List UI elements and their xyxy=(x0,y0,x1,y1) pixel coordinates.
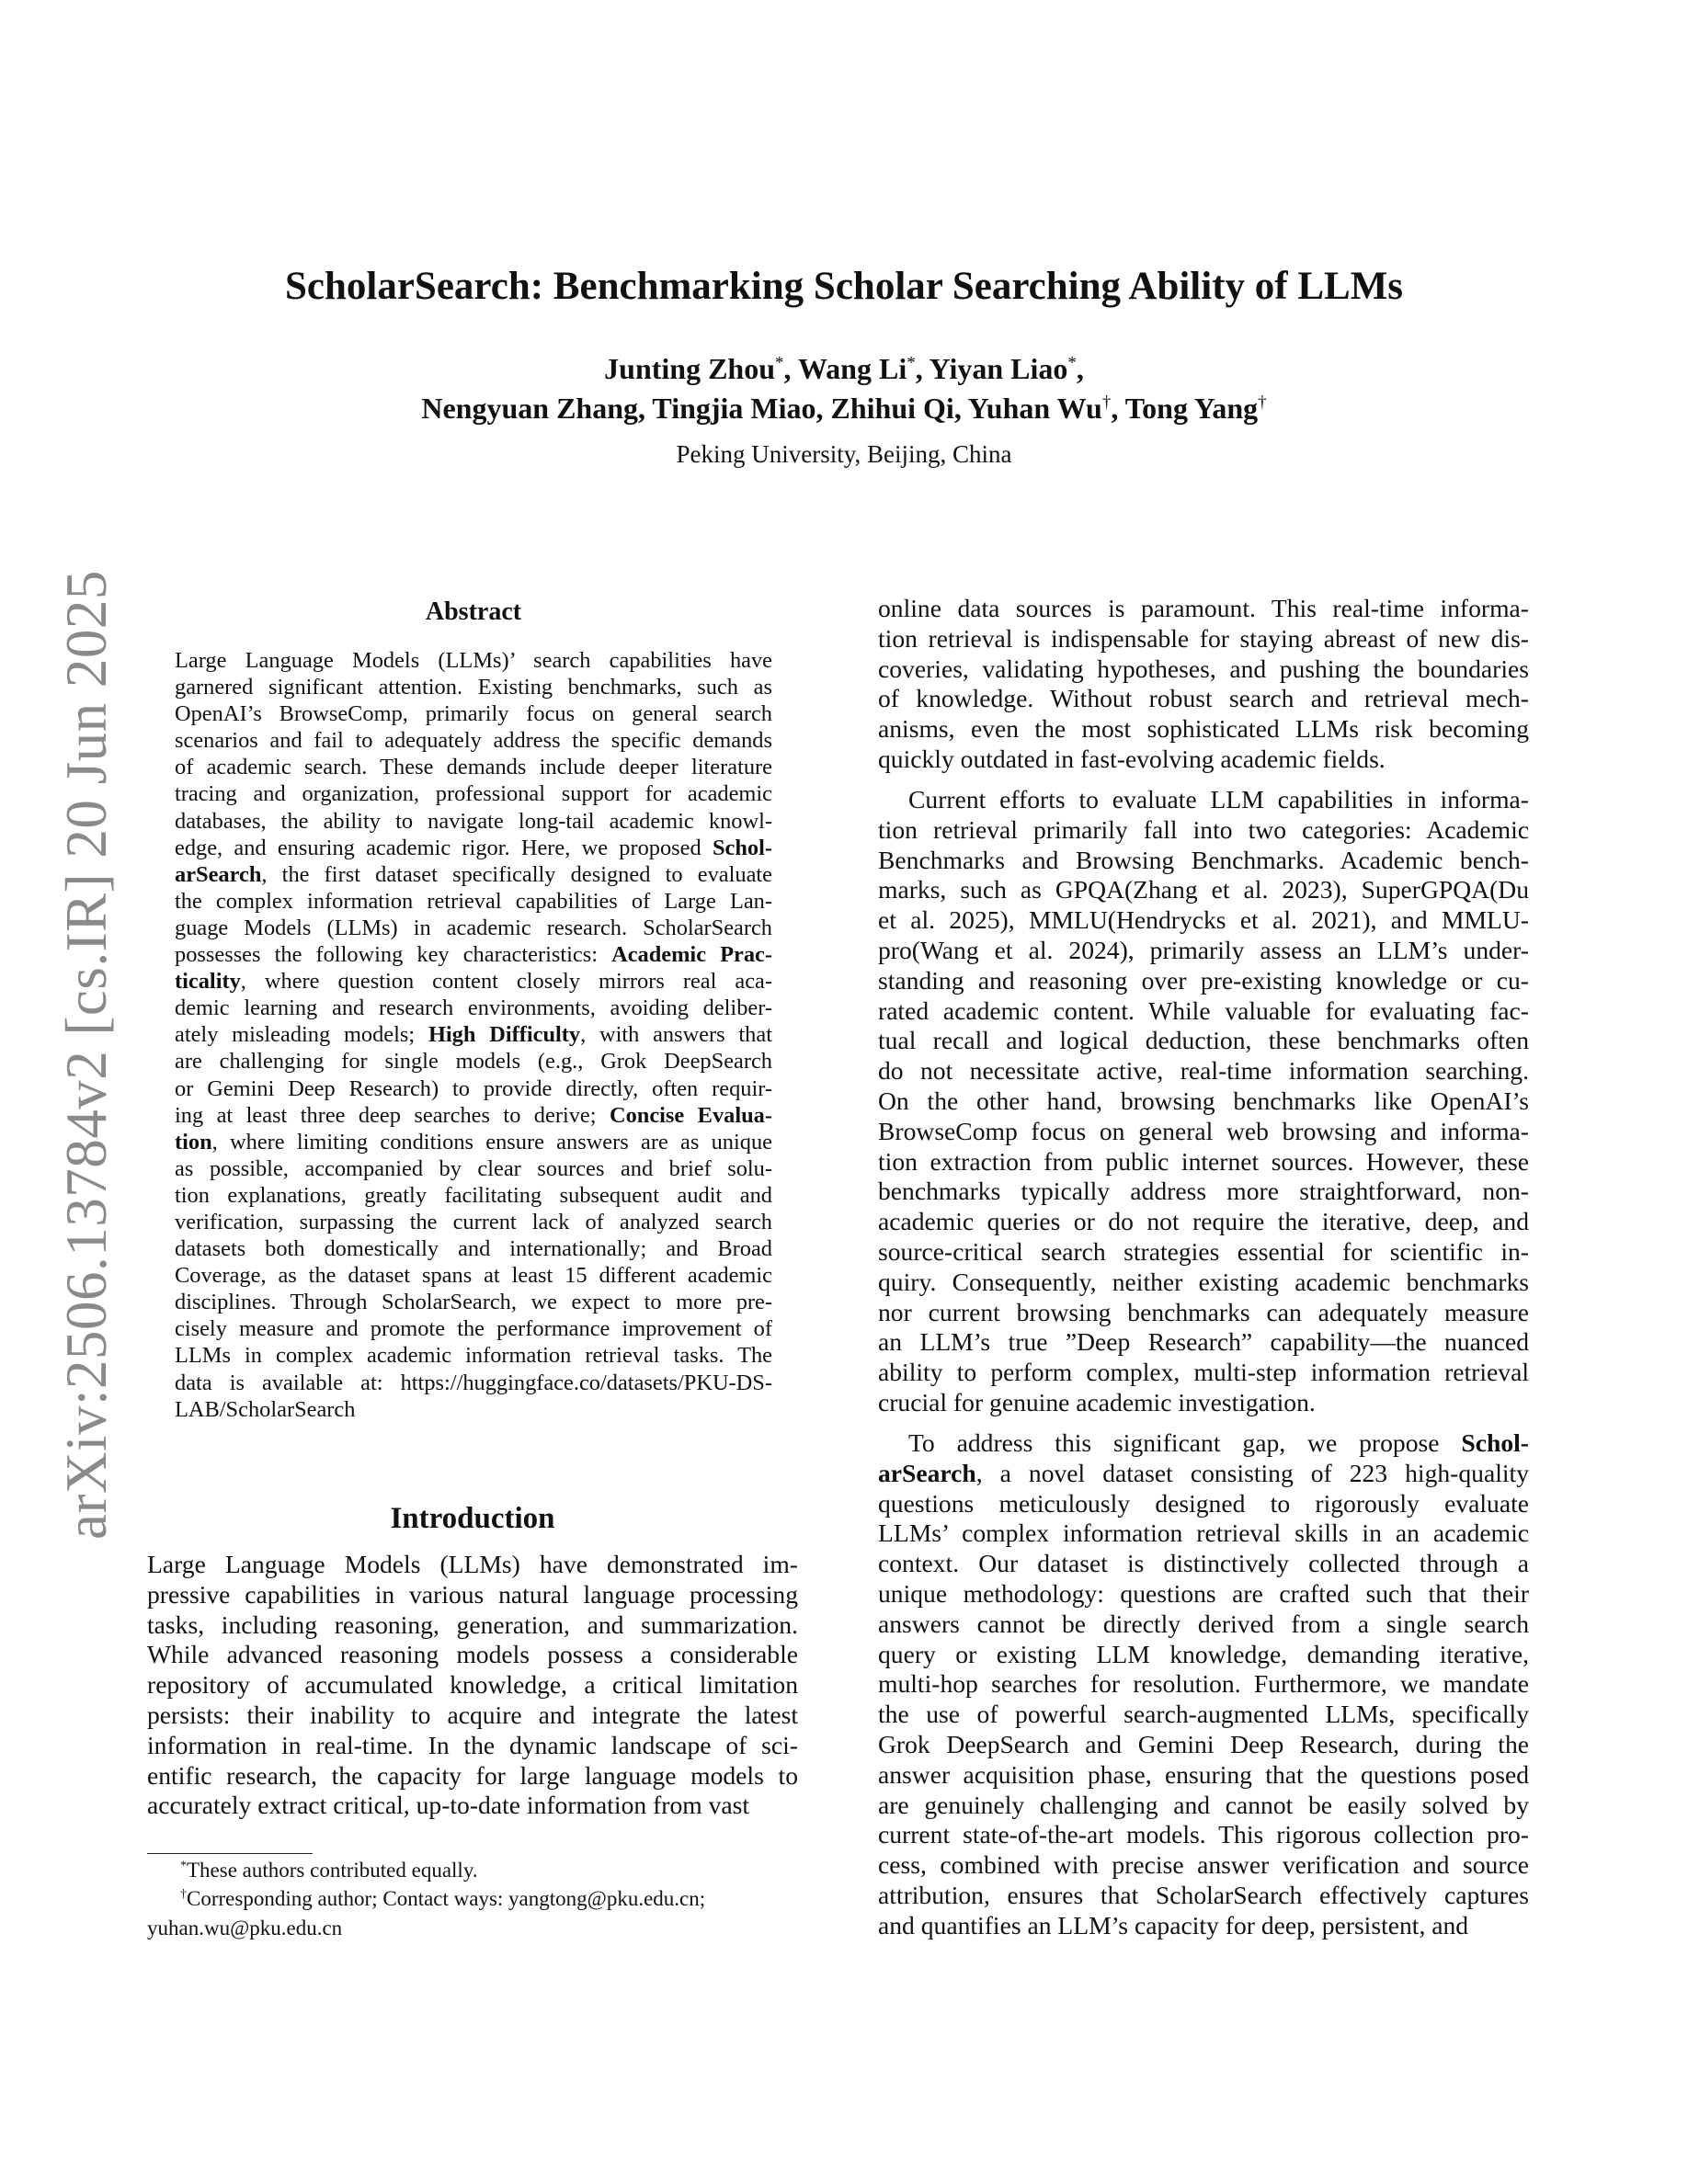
author-name: Yuhan Wu xyxy=(967,392,1102,425)
text-line: Large Language Models (LLMs)’ search capabilities have xyxy=(175,648,772,673)
text-line: Current efforts to evaluate LLM capabilities in informa- xyxy=(908,785,1529,813)
text-line: tion explanations, greatly facilitating subsequent audit and xyxy=(175,1182,772,1208)
text-line: query or existing LLM knowledge, demanding iterative, xyxy=(878,1639,1529,1668)
text-line: ately misleading models; High Difficulty, with answers that xyxy=(175,1022,772,1048)
text-line: LAB/ScholarSearch xyxy=(175,1396,356,1422)
text-line: tion retrieval is indispensable for staying abreast of new dis- xyxy=(878,623,1529,653)
text-line: disciplines. Through ScholarSearch, we expect to more pre- xyxy=(175,1290,772,1315)
body-paragraph-proposal xyxy=(878,1428,1529,1941)
author-name: Wang Li xyxy=(797,352,907,385)
author-affiliation-mark: * xyxy=(775,353,784,373)
text-line: On the other hand, browsing benchmarks like OpenAI’s xyxy=(878,1086,1529,1115)
text-line: persists: their inability to acquire and integrate the latest xyxy=(147,1700,798,1729)
introduction-heading: Introduction xyxy=(390,1502,555,1535)
text-line: and quantifies an LLM’s capacity for deep, persistent, and xyxy=(878,1910,1469,1939)
author-separator: , xyxy=(638,392,653,425)
text-line: LLMs’ complex information retrieval skills in an academic xyxy=(878,1519,1529,1548)
text-line: nor current browsing benchmarks can adequately measure xyxy=(878,1297,1529,1326)
paper-title: ScholarSearch: Benchmarking Scholar Searching Ability of LLMs xyxy=(284,265,1404,308)
text-line: tion, where limiting conditions ensure answers are as unique xyxy=(175,1129,772,1155)
text-line: as possible, accompanied by clear sources and brief solu- xyxy=(175,1155,772,1181)
introduction-paragraph xyxy=(147,1550,798,1821)
text-line: accurately extract critical, up-to-date information from vast xyxy=(147,1791,750,1820)
text-line: guage Models (LLMs) in academic research. ScholarSearch xyxy=(175,915,772,940)
text-line: cess, combined with precise answer verification and source xyxy=(878,1850,1529,1880)
text-line: online data sources is paramount. This real-time informa- xyxy=(878,594,1529,622)
text-line: quiry. Consequently, neither existing academic benchmarks xyxy=(878,1267,1529,1296)
text-line: current state-of-the-art models. This rigorous collection pro- xyxy=(878,1820,1529,1849)
text-line: crucial for genuine academic investigation. xyxy=(878,1387,1316,1416)
text-line: OpenAI’s BrowseComp, primarily focus on general search xyxy=(175,701,772,727)
text-line: coveries, validating hypotheses, and pushing the boundaries xyxy=(878,654,1529,683)
footnote-equal-contribution: *These authors contributed equally. xyxy=(180,1859,478,1882)
author-separator: , xyxy=(783,352,798,385)
text-line: BrowseComp focus on general web browsing and informa- xyxy=(878,1116,1529,1145)
text-line: an LLM’s true ”Deep Research” capability—the nuanced xyxy=(878,1327,1529,1357)
text-line: ing at least three deep searches to derive; Concise Evalua- xyxy=(175,1102,772,1128)
affiliation: Peking University, Beijing, China xyxy=(676,440,1012,468)
author-name: Tingjia Miao xyxy=(652,392,816,425)
text-line: anisms, even the most sophisticated LLMs risk becoming xyxy=(878,714,1529,744)
text-line: attribution, ensures that ScholarSearch effectively captures xyxy=(878,1880,1529,1909)
text-line: answers cannot be directly derived from a single search xyxy=(878,1609,1529,1638)
arxiv-identifier-stamp: arXiv:2506.13784v2 [cs.IR] 20 Jun 2025 xyxy=(54,570,119,1540)
text-line: possesses the following key characteristics: Academic Prac- xyxy=(175,942,772,968)
author-name: Junting Zhou xyxy=(604,352,776,385)
author-list-line-2 xyxy=(0,392,1688,426)
footnote-corresponding-author: †Corresponding author; Contact ways: yangtong@pku.edu.cn; xyxy=(180,1887,706,1910)
text-line: LLMs in complex academic information retrieval tasks. The xyxy=(175,1343,772,1369)
footnote-divider xyxy=(147,1853,313,1854)
text-line: Large Language Models (LLMs) have demonstrated im- xyxy=(147,1550,798,1578)
text-line: of academic search. These demands include deeper literature xyxy=(175,755,772,780)
text-line: entific research, the capacity for large language models to xyxy=(147,1760,798,1790)
text-line: datasets both domestically and internationally; and Broad xyxy=(175,1236,772,1262)
text-line: academic queries or do not require the iterative, deep, and xyxy=(878,1207,1529,1236)
footnote-corresponding-email: yuhan.wu@pku.edu.cn xyxy=(147,1917,343,1939)
text-line: Grok DeepSearch and Gemini Deep Research, during the xyxy=(878,1729,1529,1758)
author-separator: , xyxy=(1076,352,1084,385)
text-line: source-critical search strategies essential for scientific in- xyxy=(878,1236,1529,1266)
text-line: questions meticulously designed to rigorously evaluate xyxy=(878,1488,1529,1518)
author-affiliation-mark: * xyxy=(1067,353,1077,373)
text-line: information in real-time. In the dynamic landscape of sci- xyxy=(147,1730,798,1759)
author-separator: , xyxy=(815,392,831,425)
text-line: repository of accumulated knowledge, a critical limitation xyxy=(147,1670,798,1700)
author-name: Zhihui Qi xyxy=(830,392,954,425)
text-line: benchmarks typically address more straightforward, non- xyxy=(878,1177,1529,1206)
text-line: databases, the ability to navigate long-tail academic knowl- xyxy=(175,808,772,834)
author-separator: , xyxy=(1111,392,1125,425)
author-list-line-1 xyxy=(0,352,1688,386)
text-line: pressive capabilities in various natural language processing xyxy=(147,1579,798,1609)
author-affiliation-mark: * xyxy=(907,353,916,373)
abstract-body xyxy=(175,647,772,1423)
text-line: unique methodology: questions are crafted such that their xyxy=(878,1578,1529,1608)
text-line: tion extraction from public internet sources. However, these xyxy=(878,1146,1529,1176)
author-separator: , xyxy=(915,352,930,385)
author-affiliation-mark: † xyxy=(1258,392,1267,413)
text-line: demic learning and research environments, avoiding deliber- xyxy=(175,995,772,1021)
text-line: context. Our dataset is distinctively collected through a xyxy=(878,1549,1529,1578)
text-line: Coverage, as the dataset spans at least 15 different academic xyxy=(175,1263,772,1289)
text-line: answer acquisition phase, ensuring that the questions posed xyxy=(878,1759,1529,1789)
text-line: the complex information retrieval capabilities of Large Lan- xyxy=(175,888,772,914)
text-line: To address this significant gap, we propose Schol- xyxy=(908,1428,1529,1457)
body-paragraph-current-efforts xyxy=(878,785,1529,1418)
text-line: tasks, including reasoning, generation, and summarization. xyxy=(147,1610,798,1639)
text-line: pro(Wang et al. 2024), primarily assess an LLM’s under- xyxy=(878,935,1529,964)
text-line: garnered significant attention. Existing benchmarks, such as xyxy=(175,675,772,700)
text-line: verification, surpassing the current lack of analyzed search xyxy=(175,1209,772,1234)
author-name: Tong Yang xyxy=(1124,392,1259,425)
author-name: Yiyan Liao xyxy=(929,352,1068,385)
text-line: arSearch, the first dataset specifically designed to evaluate xyxy=(175,861,772,887)
text-line: of knowledge. Without robust search and retrieval mech- xyxy=(878,684,1529,713)
text-line: tual recall and logical deduction, these benchmarks often xyxy=(878,1026,1529,1055)
author-name: Nengyuan Zhang xyxy=(421,392,638,425)
body-paragraph-data-sources xyxy=(878,594,1529,775)
abstract-heading: Abstract xyxy=(425,597,522,626)
text-line: edge, and ensuring academic rigor. Here, we proposed Schol- xyxy=(175,835,772,860)
text-line: ability to perform complex, multi-step information retrieval xyxy=(878,1358,1529,1387)
text-line: arSearch, a novel dataset consisting of 223 high-quality xyxy=(878,1458,1529,1487)
text-line: ticality, where question content closely mirrors real aca- xyxy=(175,969,772,995)
text-line: do not necessitate active, real-time information searching. xyxy=(878,1056,1529,1086)
text-line: standing and reasoning over pre-existing knowledge or cu- xyxy=(878,965,1529,995)
text-line: the use of powerful search-augmented LLMs, specifically xyxy=(878,1700,1529,1729)
text-line: are challenging for single models (e.g., Grok DeepSearch xyxy=(175,1049,772,1075)
text-line: Benchmarks and Browsing Benchmarks. Academic bench- xyxy=(878,845,1529,874)
author-affiliation-mark: † xyxy=(1101,392,1112,413)
text-line: marks, such as GPQA(Zhang et al. 2023), SuperGPQA(Du xyxy=(878,875,1529,904)
text-line: or Gemini Deep Research) to provide directly, often requir- xyxy=(175,1075,772,1101)
text-line: multi-hop searches for resolution. Furthermore, we mandate xyxy=(878,1669,1529,1699)
text-line: cisely measure and promote the performance improvement of xyxy=(175,1316,772,1342)
text-line: are genuinely challenging and cannot be easily solved by xyxy=(878,1790,1529,1819)
text-line: et al. 2025), MMLU(Hendrycks et al. 2021), and MMLU- xyxy=(878,905,1529,935)
author-separator: , xyxy=(953,392,968,425)
text-line: data is available at: https://huggingface.co/datasets/PKU-DS- xyxy=(175,1370,772,1395)
text-line: scenarios and fail to adequately address the specific demands xyxy=(175,728,772,754)
text-line: quickly outdated in fast-evolving academic fields. xyxy=(878,744,1386,773)
text-line: tracing and organization, professional support for academic xyxy=(175,781,772,807)
text-line: rated academic content. While valuable for evaluating fac- xyxy=(878,995,1529,1025)
text-line: While advanced reasoning models possess a considerable xyxy=(147,1640,798,1669)
text-line: tion retrieval primarily fall into two categories: Academic xyxy=(878,814,1529,844)
